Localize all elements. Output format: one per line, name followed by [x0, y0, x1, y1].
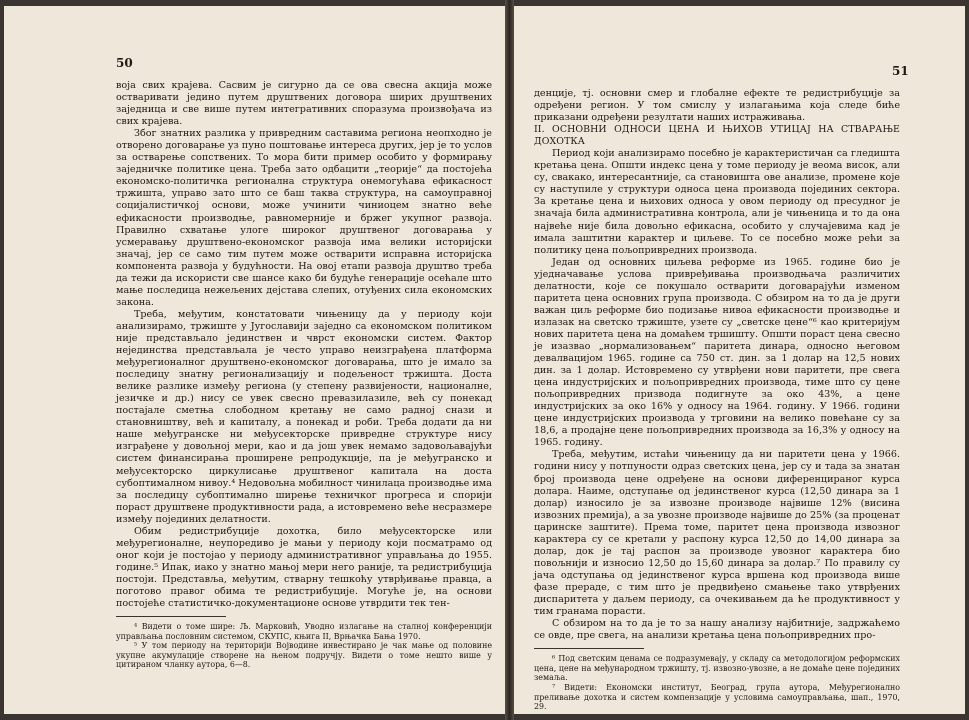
right-page-body [534, 88, 900, 712]
section-heading: II. ОСНОВНИ ОДНОСИ ЦЕНА И ЊИХОВ УТИЦАЈ НА СТВАРАЊЕ ДОХОТКА [534, 124, 900, 148]
paragraph: Због знатних разлика у привредним саставима региона неопходно је отворено договарање уз пуно поштовање интереса других, јер је то услов за остварење сопствених. То мора бити пример особито у формирању заједничке политике цена. Треба зато одбацити „теорије“ да постојећа економско-политичка регионална структура онемогућава ефикасност тржишта, управо зато што се баш таква структура, на самоуправној социјалистичкој основи, може учинити чиниоцем знатно веће ефикасности производње, равномерније и бржег укупног развоја. Правилно схватање улоге широког друштвеног договарања у усмеравању друштвено-економског развоја има велики историјски значај, јер се само тим путем може остварити исправна историјска компонента развоја у будућности. На овој етапи развоја друштво треба да тежи да искористи све шансе како би будуће генерације осећале што мање последица нежељених дејстава слепих, отуђених сила економских закона. [116, 128, 492, 308]
paragraph: Треба, међутим, истаћи чињеницу да ни паритети цена у 1966. години нису у потпуности одраз светских цена, јер су и тада за знатан број производа цене одређене на основи диференцираног курса долара. Наиме, одступање од јединственог курса (12,50 динара за 1 долар) износило је за извозне производе највише 12% (висина извозних премија), а за увозне производе највише до 25% (за проценат царинске заштите). Према томе, паритет цена производа извозног карактера су се кретали у распону курса 12,50 до 14,00 динара за долар, док је тај распон за производе увозног карактера био повољнији и износио 12,50 до 15,60 динара за долар.⁷ По правилу су јача одступања од јединственог курса вршена код производа више фазе прераде, с тим што је предвиђено смањење тако утврђених диспаритета у даљем периоду, са очекивањем да ће продуктивност у тим гранама порасти. [534, 449, 900, 618]
book-gutter [505, 0, 514, 720]
footnote-divider [534, 648, 644, 649]
paragraph: Обим редистрибуције дохотка, било међусекторске или међурегионалне, неупоредиво је мањи у периоду који посматрамо од оног који је постојао у периоду административног управљања до 1955. године.⁵ Ипак, иако у знатно мањој мери него раније, та редистрибуција постоји. Представља, међутим, стварну тешкоћу утврђивање правца, а поготово правог обима те редистрибуције. Могуће је, на основи постојеће статистичко-документационе основе утврдити тек тен- [116, 525, 492, 610]
left-page-body [116, 80, 492, 670]
paragraph: воја свих крајева. Сасвим је сигурно да се ова свесна акција може остваривати једино путем друштвених договора ширих друштвених заједница и све више путем интегративних споразума произвођача из свих крајева. [116, 80, 492, 128]
paragraph: С обзиром на то да је то за нашу анализу најбитније, задржаћемо се овде, пре свега, на анализи кретања цена пољопривредних про- [534, 618, 900, 642]
page-number-right: 51 [892, 64, 909, 78]
paragraph: денције, тј. основни смер и глобалне ефекте те редистрибуције за одређени регион. У том смислу у излагањима која следе биће приказани одређени резултати наших истраживања. [534, 88, 900, 124]
footnote: ⁷ Видети: Економски институт, Београд, група аутора, Међурегионално преливање дохотка и систем компензације у условима самоуправљања, шап., 1970, 29. [534, 682, 900, 712]
footnote-divider [116, 616, 226, 617]
footnote: ⁴ Видети о томе шире: Љ. Марковић, Уводно излагање на сталној конференцији управљања пословним системом, СКУПС, књига II, Врњачка Бања 1970. [116, 622, 492, 641]
page-number-left: 50 [116, 56, 133, 70]
footnote: ⁶ Под светским ценама се подразумевају, у складу са методологијом реформских цена, цене на међународном тржишту, тј. извозно-увозне, а не домаће цене појединих земаља. [534, 654, 900, 683]
left-page [4, 6, 509, 714]
right-page [514, 6, 965, 714]
paragraph: Један од основних циљева реформе из 1965. године био је уједначавање услова привређивања производњача различитих делатности, које се покушало остварити договарајући изменом паритета цена основних група производа. С обзиром на то да је други важан циљ реформе био подизање нивоа ефикасности производње и излазак на светско тржиште, узете су „светске цене“⁶ као критеријум нових паритета цена на домаћем тршишту. Општи пораст цена свесно је изазвао „нормализовањем“ паритета динара, односно његовом девалвацијом 1965. године са 750 ст. дин. за 1 долар на 12,5 нових дин. за 1 долар. Истовремено су утврђени нови паритети, пре свега цена индустријских и пољопривредних производа, тиме што су цене пољопривредних призвода подигнуте за око 43%, а цене индустријских за око 16% у односу на 1964. годину. У 1966. години цене индустријских производа у трговини на велико повећане су за 18,6, а продајне цене пољопривредних производа за 16,3% у односу на 1965. годину. [534, 256, 900, 449]
paragraph: Период који анализирамо посебно је карактеристичан са гледишта кретања цена. Општи индекс цена у томе периоду је веома висок, али су, свакако, интересантније, са становишта ове анализе, промене које су наступиле у структури односа цена производа појединих сектора. За кретање цена и њихових односа у овом периоду од пресудног је значаја била административна контрола, али је чињеница и то да она највеће није била довољно ефикасна, особито у случајевима кад је имала заштитни карактер и циљеве. То се посебно може рећи за политику цена пољопривредних производа. [534, 148, 900, 256]
footnote: ⁵ У том периоду на територији Војводине инвестирано је чак мање од половине укупне акумулације створене на њеном подручју. Видети о томе нешто више у цитираном чланку аутора, 6—8. [116, 641, 492, 670]
paragraph: Треба, међутим, констатовати чињеницу да у периоду који анализирамо, тржиште у Југославији заједно са економском политиком није представљало јединствен и чврст економски систем. Фактор нејединства представљала је често управо неизграђена платформа међурегионалног друштвено-економског договарања, што је имало за последицу знатну регионализацију и подељеност тржишта. Доста велике разлике између региона (у степену развијености, националне, језичке и др.) нису се увек свесно превазилазиле, већ су понекад постајале сметња слободном кретању не само радној снази и становништву, већ и капиталу, а понекад и роби. Треба додати да ни наше међугранске ни међусекторске привредне структуре нису изграђене у довољној мери, као и да још увек немамо задовољавајући систем финансирања проширене репродукције, па је међугранско и међусекторско циркулисање друштвеног капитала на доста субоптималном нивоу.⁴ Недовољна мобилност чинилаца производње има за последицу субоптимално ширење техничког прогреса и спорији пораст друштвене продуктивности рада, а истовремено веће несразмере између појединих делатности. [116, 308, 492, 525]
